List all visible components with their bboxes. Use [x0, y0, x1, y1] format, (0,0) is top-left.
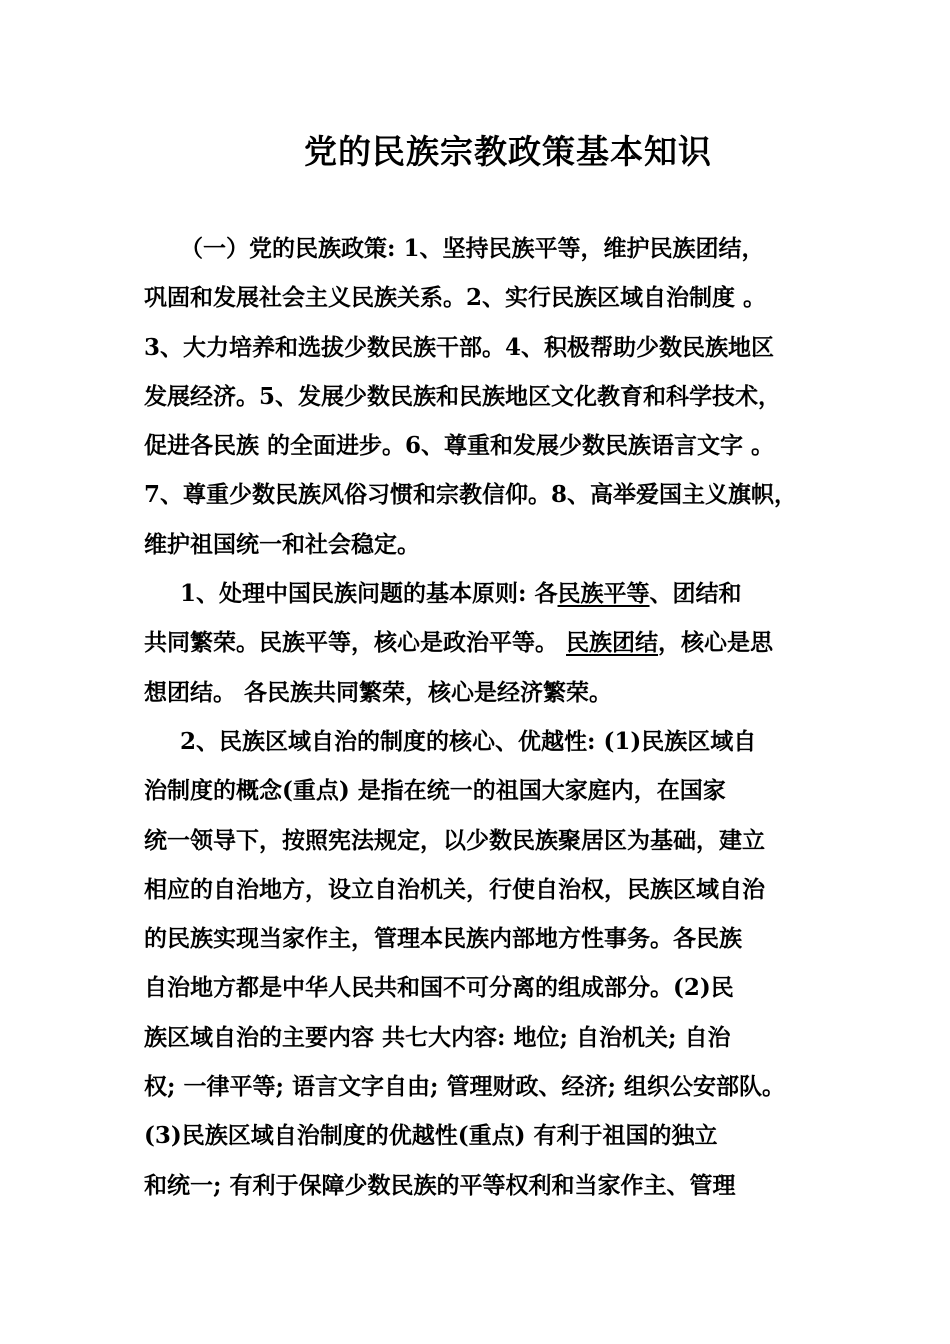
text-line: 权; 一律平等; 语言文字自由; 管理财政、经济; 组织公安部队。 — [144, 1073, 785, 1101]
text-line: 巩固和发展社会主义民族关系。2、实行民族区域自治制度 。 — [144, 284, 767, 312]
text-segment: 、团结和 — [649, 580, 742, 608]
paragraph-ethnic-policy — [144, 224, 816, 569]
text-line: 自治地方都是中华人民共和国不可分离的组成部分。(2)民 — [144, 974, 734, 1002]
text-line — [144, 569, 816, 618]
underlined-term: 民族团结 — [566, 629, 659, 657]
text-line: 统一领导下，按照宪法规定，以少数民族聚居区为基础，建立 — [144, 826, 765, 854]
text-line: 想团结。 各民族共同繁荣，核心是经济繁荣。 — [144, 678, 613, 706]
text-segment: ，核心是思 — [658, 629, 774, 657]
text-segment: 1、处理中国民族问题的基本原则: 各 — [180, 580, 558, 608]
document-title: 党的民族宗教政策基本知识 — [304, 132, 712, 171]
paragraph-regional-autonomy — [144, 717, 816, 1210]
text-line: 和统一; 有利于保障少数民族的平等权利和当家作主、管理 — [144, 1171, 736, 1199]
text-line: 族区域自治的主要内容 共七大内容: 地位; 自治机关; 自治 — [144, 1023, 731, 1051]
text-line: 促进各民族 的全面进步。6、尊重和发展少数民族语言文字 。 — [144, 432, 775, 460]
text-line — [144, 618, 816, 667]
text-line: （一）党的民族政策: 1、坚持民族平等，维护民族团结， — [180, 235, 765, 262]
text-line: 7、尊重少数民族风俗习惯和宗教信仰。8、高举爱国主义旗帜， — [144, 481, 798, 509]
document-body — [144, 224, 816, 1210]
text-line: 相应的自治地方，设立自治机关，行使自治权，民族区域自治 — [144, 875, 765, 903]
text-line: (3)民族区域自治制度的优越性(重点) 有利于祖国的独立 — [144, 1122, 718, 1150]
text-line: 的民族实现当家作主，管理本民族内部地方性事务。各民族 — [144, 925, 742, 953]
text-line: 3、大力培养和选拔少数民族干部。4、积极帮助少数民族地区 — [144, 333, 775, 361]
text-line: 维护祖国统一和社会稳定。 — [144, 530, 420, 558]
underlined-term: 民族平等 — [557, 580, 650, 608]
text-line: 2、民族区域自治的制度的核心、优越性: (1)民族区域自 — [180, 727, 757, 755]
paragraph-basic-principles — [144, 569, 816, 717]
text-line: 治制度的概念(重点) 是指在统一的祖国大家庭内，在国家 — [144, 777, 726, 805]
text-segment: 共同繁荣。民族平等，核心是政治平等。 — [144, 629, 567, 657]
text-line: 发展经济。5、发展少数民族和民族地区文化教育和科学技术， — [144, 382, 782, 410]
